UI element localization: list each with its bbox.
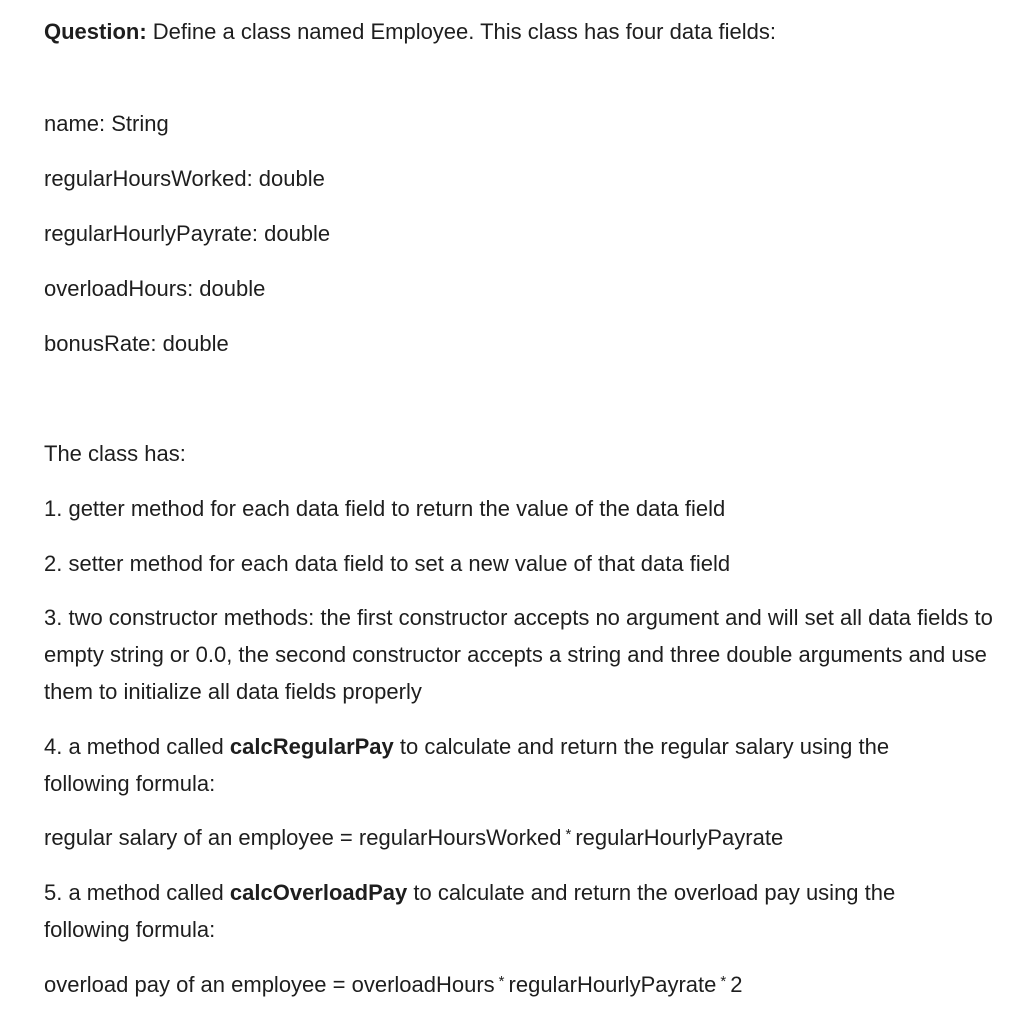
- item-getter: 1. getter method for each data field to return the value of the data field: [44, 496, 726, 521]
- formula1-left: regular salary of an employee = regularHoursWorked: [44, 825, 562, 850]
- formula2-operator-2: *: [720, 973, 727, 990]
- formula-overload-pay: [44, 966, 1010, 1006]
- class-has-heading: The class has:: [44, 441, 186, 466]
- question-line: [44, 13, 1010, 50]
- formula2-operator: *: [498, 973, 505, 990]
- field-name: name: String: [44, 111, 169, 136]
- item-constructors: 3. two constructor methods: the first constructor accepts no argument and will set all data fields to empty string or 0.0, the second constructor accepts a string and three double arguments and use them to initialize all data fields properly: [44, 605, 993, 704]
- formula2-tail: 2: [730, 972, 743, 997]
- field-regular-hours-worked: regularHoursWorked: double: [44, 166, 325, 191]
- item4-suffix: to calculate and return the regular salary using the following formula:: [44, 734, 890, 796]
- calc-regular-pay-method: calcRegularPay: [229, 734, 394, 759]
- item5-prefix: 5. a method called: [44, 880, 230, 905]
- calc-overload-pay-method: calcOverloadPay: [229, 880, 408, 905]
- question-label: Question:: [44, 19, 147, 44]
- field-overload-hours: overloadHours: double: [44, 276, 266, 301]
- item5-suffix: to calculate and return the overload pay using the following formula:: [44, 880, 896, 942]
- item4-prefix: 4. a method called: [44, 734, 230, 759]
- formula2-left: overload pay of an employee = overloadHours: [44, 972, 495, 997]
- field-bonus-rate: bonusRate: double: [44, 331, 229, 356]
- item-calc-overload-pay: [44, 874, 984, 948]
- formula1-operator: *: [565, 826, 572, 843]
- field-regular-hourly-payrate: regularHourlyPayrate: double: [44, 221, 331, 246]
- question-text: Define a class named Employee. This class has four data fields:: [146, 19, 777, 44]
- formula1-right: regularHourlyPayrate: [575, 825, 784, 850]
- item-setter: 2. setter method for each data field to set a new value of that data field: [44, 551, 731, 576]
- formula-regular-salary: [44, 819, 1010, 859]
- item-calc-regular-pay: [44, 728, 964, 802]
- formula2-right: regularHourlyPayrate: [508, 972, 717, 997]
